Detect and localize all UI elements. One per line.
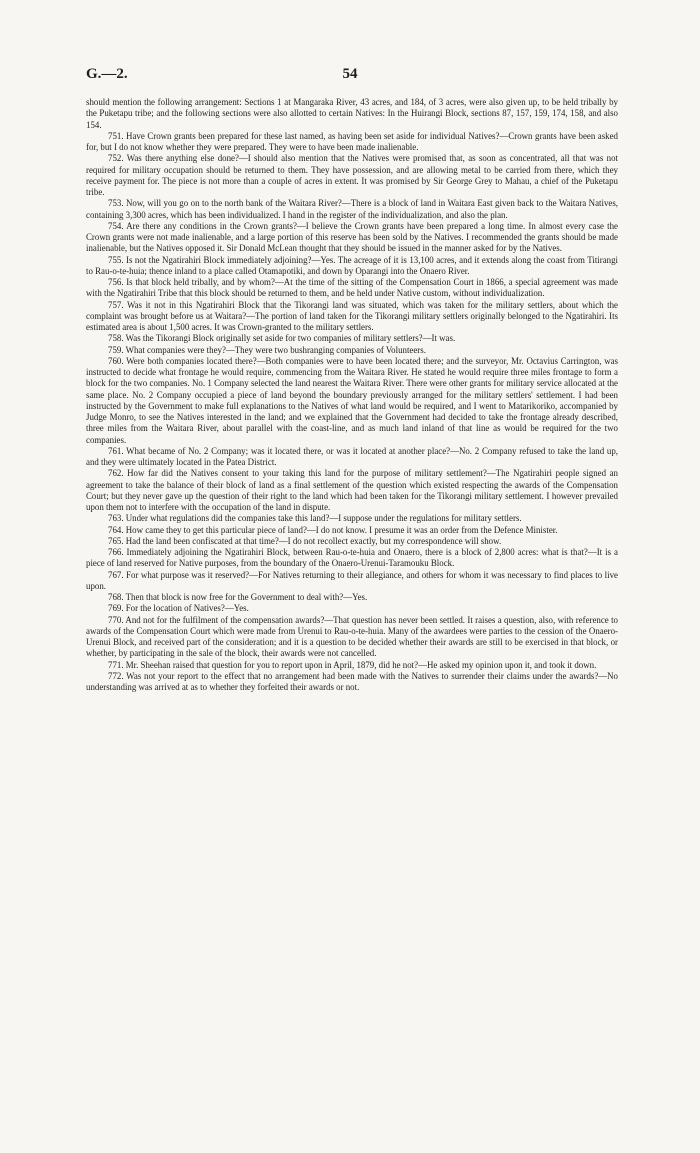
page-header: [86, 66, 614, 88]
question-761: 761. What became of No. 2 Company; was it located there, or was it located at another place?—No. 2 Company refused to take the land up, and they were ultimately located in the Patea District.: [86, 445, 618, 467]
question-767: 767. For what purpose was it reserved?—For Natives returning to their allegiance, and others for whom it was necessary to find places to live upon.: [86, 569, 618, 591]
question-756: 756. Is that block held tribally, and by whom?—At the time of the sitting of the Compensation Court in 1866, a special agreement was made with the Ngatirahiri Tribe that this block should be returned to them, and be held under Native custom, without individualization.: [86, 277, 618, 299]
question-769: 769. For the location of Natives?—Yes.: [108, 603, 249, 614]
question-765: 765. Had the land been confiscated at that time?—I do not recollect exactly, but my correspondence will show.: [108, 535, 502, 546]
question-771: 771. Mr. Sheehan raised that question for you to report upon in April, 1879, did he not?—He asked my opinion upon it, and took it down.: [108, 659, 597, 670]
question-772: 772. Was not your report to the effect that no arrangement had been made with the Natives to surrender their claims under the awards?—No understanding was arrived at as to whether they forfeited their awards or not.: [86, 670, 618, 692]
question-757: 757. Was it not in this Ngatirahiri Block that the Tikorangi land was situated, which was taken for the military settlers, about which the complaint was brought before us at Waitara?—The portion of land taken for the Tikorangi military settlers originally belonged to the Ngatirahiri. Its estimated area is about 1,500 acres. It was Crown-granted to the military settlers.: [86, 299, 618, 332]
page-number: 54: [342, 66, 358, 82]
question-752: 752. Was there anything else done?—I should also mention that the Natives were promised that, as soon as concentrated, all that was not required for military occupation should be returned to them. They have possession, and are allowing metal to be carried from there, which they receive payment for. The piece is not more than a couple of acres in extent. It was promised by Sir George Grey to Mahau, a chief of the Puketapu tribe.: [86, 153, 618, 197]
question-751: 751. Have Crown grants been prepared for these last named, as having been set aside for individual Natives?—Crown grants have been asked for, but I do not know whether they were prepared. They were to have been made inalienable.: [86, 130, 618, 152]
question-763: 763. Under what regulations did the companies take this land?—I suppose under the regulations for military settlers.: [108, 513, 522, 524]
question-762: 762. How far did the Natives consent to your taking this land for the purpose of military settlement?—The Ngatirahiri people signed an agreement to take the balance of their block of land as a final settlement of the question which existed respecting the awards of the Compensation Court; but they never gave up the question of their right to the land which had been taken for the Tikorangi military settlement. I however prevailed upon them not to interfere with the occupation of the land in dispute.: [86, 468, 618, 512]
question-760: 760. Were both companies located there?—Both companies were to have been located there; and the surveyor, Mr. Octavius Carrington, was instructed to decide what frontage he would require, commencing from the Waitara River. He stated he would require three miles frontage to form a block for the two companies. No. 1 Company selected the land nearest the Waitara River. There were other grants for military service allocated at the same place. No. 2 Company occupied a piece of land beyond the boundary previously arranged for the military settlers' settlement. I had been instructed by the Government to make full explanations to the Natives of what land would be required, and I went to Matarikoriko, accompanied by Judge Monro, to see the Natives interested in the land; and we explained that the Government had decided to take the frontage already described, three miles from the Waitara River, about parallel with the coast-line, and as much land inland of that line as would be required for the two companies.: [86, 355, 618, 445]
question-753: 753. Now, will you go on to the north bank of the Waitara River?—There is a block of land in Waitara East given back to the Waitara Natives, containing 3,300 acres, which has been individualized. I hand in the register of the individualization, and also the plan.: [86, 198, 618, 220]
question-759: 759. What companies were they?—They were two bushranging companies of Volunteers.: [108, 344, 426, 355]
page-body: [86, 97, 618, 693]
question-755: 755. Is not the Ngatirahiri Block immediately adjoining?—Yes. The acreage of it is 13,100 acres, and it extends along the coast from Titirangi to Rau-o-te-huia; thence inland to a place called Otamapotiki, and down by Oparangi into the Onaero River.: [86, 254, 618, 276]
paragraph-continued: should mention the following arrangement: Sections 1 at Mangaraka River, 43 acres, and 184, of 3 acres, were also given up, to be held tribally by the Puketapu tribe; and the following sections were also allotted to certain Natives: In the Huirangi Block, sections 87, 157, 159, 174, 158, and also 154.: [86, 97, 618, 130]
question-770: 770. And not for the fulfilment of the compensation awards?—That question has never been settled. It raises a question, also, with reference to awards of the Compensation Court which were made from Urenui to Rau-o-te-huia. Many of the awardees were parties to the cession of the Onaero-Urenui Block, and received part of the consideration; and it is a question to be decided whether their awards are still to be exercised in that block, or whether, by participating in the sale of the block, their awards were not cancelled.: [86, 614, 618, 659]
question-764: 764. How came they to get this particular piece of land?—I do not know. I presume it was an order from the Defence Minister.: [108, 524, 558, 535]
document-reference: G.—2.: [86, 66, 128, 82]
question-754: 754. Are there any conditions in the Crown grants?—I believe the Crown grants have been prepared a long time. In almost every case the Crown grants were not made inalienable, and a large portion of this reserve has been sold by the Natives. I recommended the grants should be made inalienable, but the Natives opposed it. Sir Donald McLean thought that they should be issued in the manner asked for by the Natives.: [86, 220, 618, 254]
question-758: 758. Was the Tikorangi Block originally set aside for two companies of military settlers?—It was.: [108, 333, 456, 344]
question-766: 766. Immediately adjoining the Ngatirahiri Block, between Rau-o-te-huia and Onaero, there is a block of 2,800 acres: what is that?—It is a piece of land reserved for Native purposes, from the boundary of the Onaero-Urenui-Taramouku Block.: [86, 547, 618, 569]
question-768: 768. Then that block is now free for the Government to deal with?—Yes.: [108, 592, 368, 602]
